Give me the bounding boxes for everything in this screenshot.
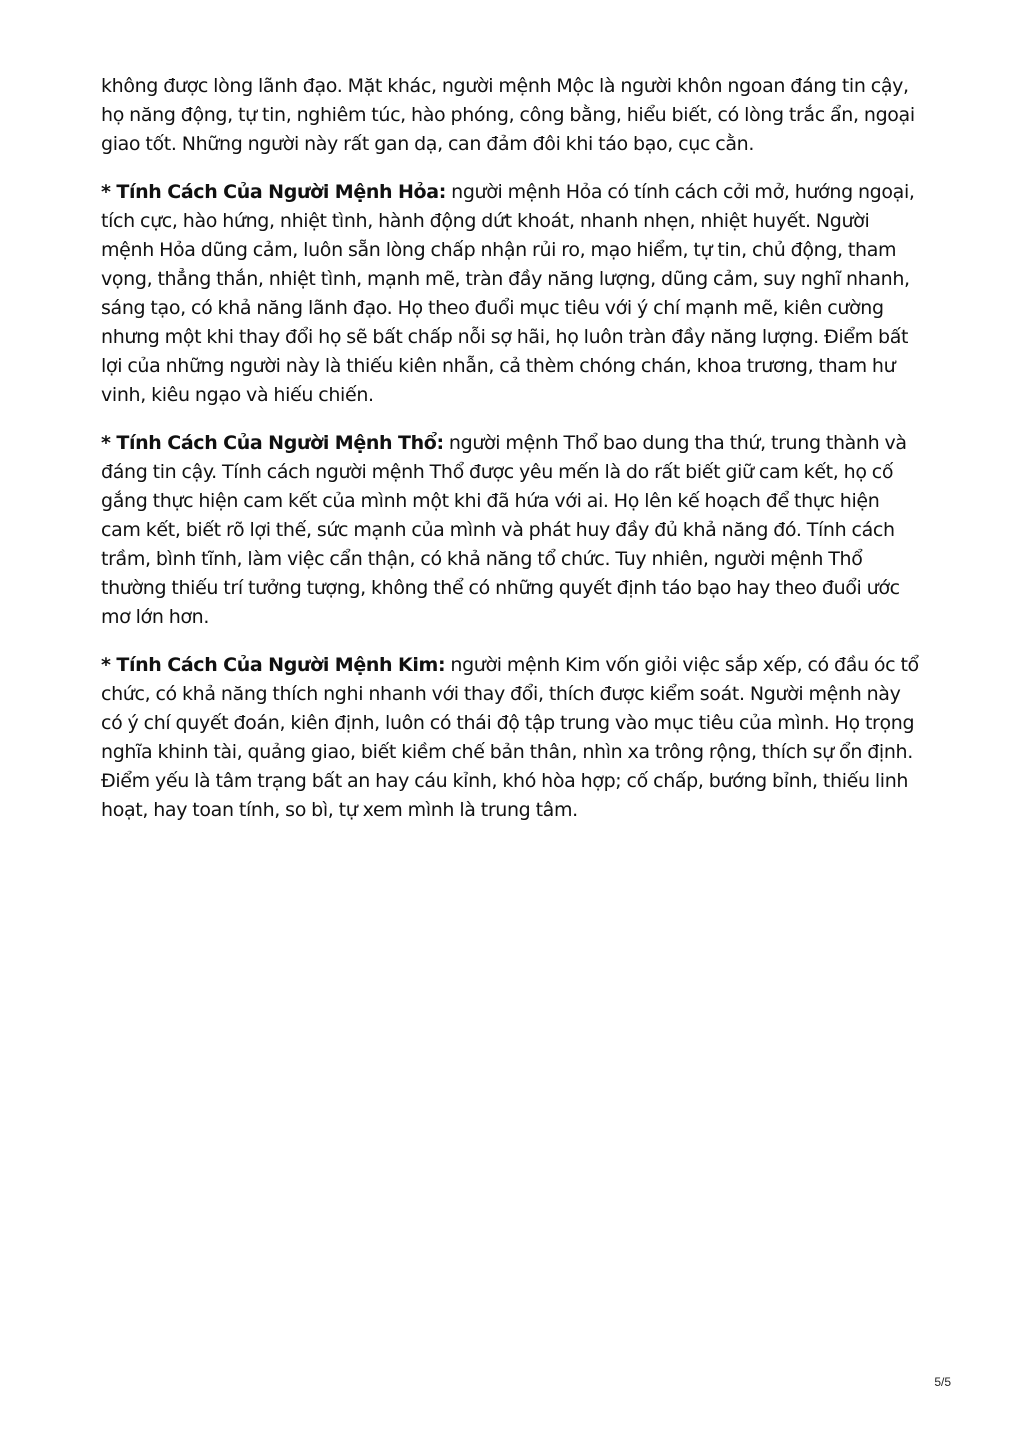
section-menh-kim — [101, 651, 923, 825]
intro-paragraph: không được lòng lãnh đạo. Mặt khác, người mệnh Mộc là người khôn ngoan đáng tin cậy, họ năng động, tự tin, nghiêm túc, hào phóng, công bằng, hiểu biết, có lòng trắc ẩn, ngoại giao tốt. Những người này rất gan dạ, can đảm đôi khi táo bạo, cục cằn. — [101, 75, 915, 155]
page-number: 5/5 — [934, 1375, 951, 1389]
section-heading: * Tính Cách Của Người Mệnh Thổ: — [101, 432, 444, 454]
section-heading: * Tính Cách Của Người Mệnh Kim: — [101, 654, 446, 676]
section-menh-hoa — [101, 178, 923, 410]
section-text: người mệnh Hỏa có tính cách cởi mở, hướng ngoại, tích cực, hào hứng, nhiệt tình, hành động dứt khoát, nhanh nhẹn, nhiệt huyết. Người mệnh Hỏa dũng cảm, luôn sẵn lòng chấp nhận rủi ro, mạo hiểm, tự tin, chủ động, tham vọng, thẳng thắn, nhiệt tình, mạnh mẽ, tràn đầy năng lượng, dũng cảm, suy nghĩ nhanh, sáng tạo, có khả năng lãnh đạo. Họ theo đuổi mục tiêu với ý chí mạnh mẽ, kiên cường nhưng một khi thay đổi họ sẽ bất chấp nỗi sợ hãi, họ luôn tràn đầy năng lượng. Điểm bất lợi của những người này là thiếu kiên nhẫn, cả thèm chóng chán, khoa trương, tham hư vinh, kiêu ngạo và hiếu chiến. — [101, 181, 915, 406]
document-body — [101, 72, 923, 844]
section-heading: * Tính Cách Của Người Mệnh Hỏa: — [101, 181, 446, 203]
section-menh-tho — [101, 429, 923, 632]
section-text: người mệnh Thổ bao dung tha thứ, trung thành và đáng tin cậy. Tính cách người mệnh Thổ được yêu mến là do rất biết giữ cam kết, họ cố gắng thực hiện cam kết của mình một khi đã hứa với ai. Họ lên kế hoạch để thực hiện cam kết, biết rõ lợi thế, sức mạnh của mình và phát huy đầy đủ khả năng đó. Tính cách trầm, bình tĩnh, làm việc cẩn thận, có khả năng tổ chức. Tuy nhiên, người mệnh Thổ thường thiếu trí tưởng tượng, không thể có những quyết định táo bạo hay theo đuổi ước mơ lớn hơn. — [101, 432, 907, 628]
section-text: người mệnh Kim vốn giỏi việc sắp xếp, có đầu óc tổ chức, có khả năng thích nghi nhanh với thay đổi, thích được kiểm soát. Người mệnh này có ý chí quyết đoán, kiên định, luôn có thái độ tập trung vào mục tiêu của mình. Họ trọng nghĩa khinh tài, quảng giao, biết kiềm chế bản thân, nhìn xa trông rộng, thích sự ổn định. Điểm yếu là tâm trạng bất an hay cáu kỉnh, khó hòa hợp; cố chấp, bướng bỉnh, thiếu linh hoạt, hay toan tính, so bì, tự xem mình là trung tâm. — [101, 654, 919, 821]
